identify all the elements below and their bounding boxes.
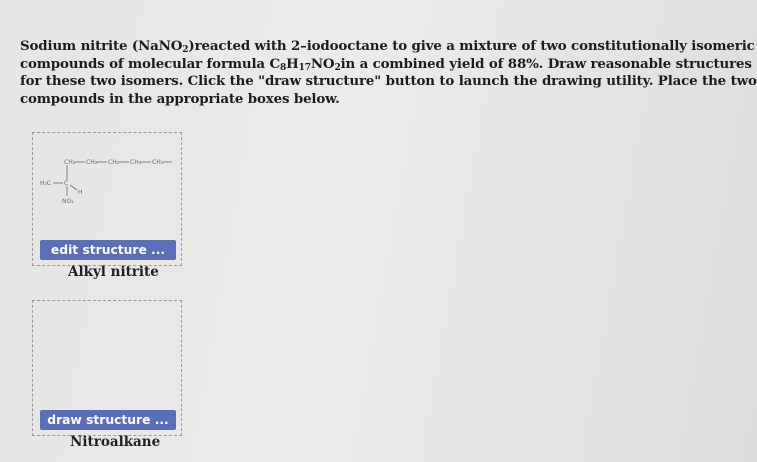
alkyl-nitrite-structure-drawing [36, 152, 178, 212]
methyl-label: H₃C [40, 180, 52, 187]
question-line-2: compounds of molecular formula $C_8H_{17}NO_2in$ a combined yield of 88%. Draw reasonable structures [20, 55, 752, 73]
nitro-label: NO₂ [62, 198, 74, 205]
chain-ch2-label: CH₂ [86, 159, 98, 166]
chain-ch2-label: CH₂ [130, 159, 142, 166]
nitroalkane-caption: Nitroalkane [70, 434, 161, 450]
question-line-1: Sodium nitrite (NaNO$_2$)reacted with 2–iodooctane to give a mixture of two constitutionally isomeric [20, 38, 755, 55]
edit-structure-button[interactable]: edit structure ... [40, 240, 176, 260]
carbon-label: C [64, 180, 69, 187]
question-line-3: for these two isomers. Click the "draw structure" button to launch the drawing utility. Place the two [20, 73, 757, 89]
question-line-4: compounds in the appropriate boxes below. [20, 90, 340, 107]
chain-ch3-label: CH₃ [152, 159, 164, 166]
chain-ch2-label: CH₂ [64, 159, 76, 166]
hydrogen-label: H [78, 189, 83, 196]
alkyl-nitrite-caption: Alkyl nitrite [68, 264, 159, 280]
question-text [20, 38, 757, 108]
draw-structure-button[interactable]: draw structure ... [40, 410, 176, 430]
chain-ch2-label: CH₂ [108, 159, 120, 166]
